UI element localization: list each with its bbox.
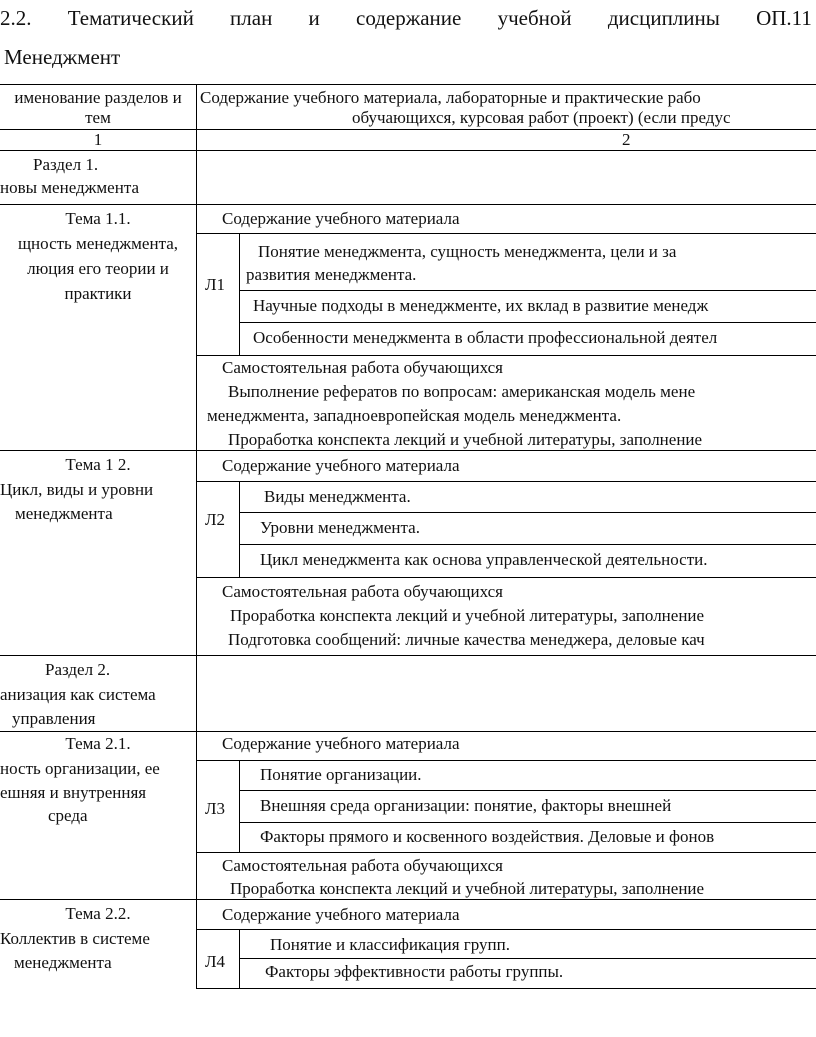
- column-number: 1: [93, 130, 103, 149]
- row-border: [239, 322, 816, 323]
- row-border: [239, 822, 816, 823]
- lesson-item: Понятие организации.: [260, 765, 422, 784]
- lesson-item: Внешняя среда организации: понятие, факторы внешней: [260, 796, 672, 815]
- lesson-item: Факторы эффективности работы группы.: [265, 962, 564, 981]
- title-word: дисциплины: [607, 6, 720, 30]
- row-border: [0, 150, 816, 151]
- row-border: [196, 988, 816, 989]
- topic-title: Тема 1 2.: [65, 455, 131, 474]
- row-border: [196, 355, 816, 356]
- self-work-line: Проработка конспекта лекций и учебной литературы, заполнение: [230, 879, 705, 898]
- topic-title: щность менеджмента,: [17, 234, 179, 253]
- title-word: Тематический: [67, 6, 194, 30]
- content-label: Содержание учебного материала: [222, 905, 460, 924]
- header-col1-line: тем: [85, 108, 111, 127]
- row-border: [196, 233, 816, 234]
- row-border: [0, 655, 816, 656]
- section-title: управления: [12, 709, 96, 728]
- row-border: [0, 84, 816, 85]
- lesson-item: Понятие и классификация групп.: [270, 935, 510, 954]
- lesson-item: Понятие менеджмента, сущность менеджмента, цели и за: [258, 242, 677, 261]
- self-work-label: Самостоятельная работа обучающихся: [222, 856, 503, 875]
- topic-title: Тема 1.1.: [65, 209, 131, 228]
- topic-title: Цикл, виды и уровни: [0, 480, 154, 499]
- title-line: [0, 6, 812, 30]
- col-border: [239, 929, 240, 989]
- lesson-number: Л1: [205, 275, 226, 294]
- lesson-number: Л4: [205, 952, 226, 971]
- row-border: [0, 731, 816, 732]
- lesson-item: Научные подходы в менеджменте, их вклад в развитие менедж: [253, 296, 709, 315]
- self-work-label: Самостоятельная работа обучающихся: [222, 582, 503, 601]
- lesson-number: Л3: [205, 799, 226, 818]
- lesson-item: Цикл менеджмента как основа управленческой деятельности.: [260, 550, 708, 569]
- row-border: [0, 204, 816, 205]
- topic-title: ешняя и внутренняя: [0, 783, 147, 802]
- row-border: [239, 290, 816, 291]
- lesson-item: Особенности менеджмента в области профессиональной деятел: [253, 328, 718, 347]
- row-border: [239, 958, 816, 959]
- lesson-item: Уровни менеджмента.: [260, 518, 420, 537]
- row-border: [196, 852, 816, 853]
- row-border: [196, 760, 816, 761]
- row-border: [0, 899, 816, 900]
- header-col2-line: обучающихся, курсовая работ (проект) (если предус: [352, 108, 731, 127]
- content-label: Содержание учебного материала: [222, 209, 460, 228]
- col-border: [239, 760, 240, 852]
- col-border: [239, 481, 240, 577]
- self-work-line: менеджмента, западноевропейская модель менеджмента.: [207, 406, 622, 425]
- lesson-number: Л2: [205, 510, 226, 529]
- topic-title: Тема 2.1.: [65, 734, 131, 753]
- row-border: [239, 790, 816, 791]
- title-word: и: [308, 6, 320, 30]
- self-work-line: Подготовка сообщений: личные качества менеджера, деловые кач: [228, 630, 705, 649]
- topic-title: менеджмента: [15, 504, 113, 523]
- row-border: [196, 481, 816, 482]
- section-title: анизация как система: [0, 685, 156, 704]
- lesson-item: развития менеджмента.: [246, 265, 417, 284]
- topic-title: Коллектив в системе: [0, 929, 150, 948]
- topic-title: среда: [48, 806, 88, 825]
- self-work-line: Проработка конспекта лекций и учебной литературы, заполнение: [230, 606, 705, 625]
- col-border: [196, 84, 197, 989]
- lesson-item: Факторы прямого и косвенного воздействия. Деловые и фонов: [260, 827, 715, 846]
- title-word: ОП.11: [756, 6, 812, 30]
- subtitle: Менеджмент: [4, 45, 121, 69]
- section-title: новы менеджмента: [0, 178, 139, 197]
- col-border: [239, 233, 240, 355]
- topic-title: менеджмента: [14, 953, 112, 972]
- section-title: Раздел 1.: [33, 155, 99, 174]
- topic-title: люция его теории и: [27, 259, 169, 278]
- topic-title: Тема 2.2.: [65, 904, 131, 923]
- topic-title: ность организации, ее: [0, 759, 160, 778]
- row-border: [196, 577, 816, 578]
- title-word: содержание: [356, 6, 462, 30]
- header-col1-line: именование разделов и: [14, 88, 182, 107]
- row-border: [239, 512, 816, 513]
- topic-title: практики: [64, 284, 132, 303]
- row-border: [239, 544, 816, 545]
- row-border: [0, 450, 816, 451]
- title-word: план: [230, 6, 273, 30]
- lesson-item: Виды менеджмента.: [264, 487, 411, 506]
- self-work-label: Самостоятельная работа обучающихся: [222, 358, 503, 377]
- content-label: Содержание учебного материала: [222, 456, 460, 475]
- section-title: Раздел 2.: [45, 660, 111, 679]
- row-border: [196, 929, 816, 930]
- header-col2-line: Содержание учебного материала, лабораторные и практические рабо: [200, 88, 701, 107]
- column-number: 2: [622, 130, 631, 149]
- self-work-line: Проработка конспекта лекций и учебной литературы, заполнение: [228, 430, 703, 449]
- content-label: Содержание учебного материала: [222, 734, 460, 753]
- title-word: 2.2.: [0, 6, 32, 30]
- title-word: учебной: [497, 6, 572, 30]
- self-work-line: Выполнение рефератов по вопросам: американская модель мене: [228, 382, 696, 401]
